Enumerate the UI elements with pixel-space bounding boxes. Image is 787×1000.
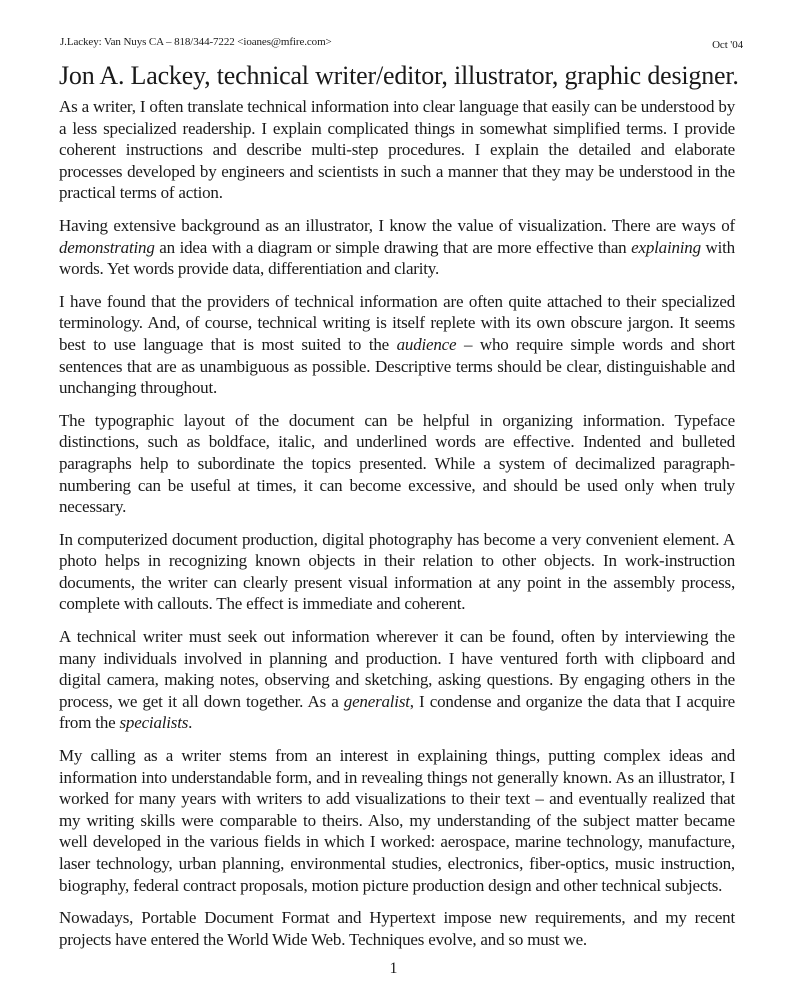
paragraph-text: I have found that the providers of technical information are often quite attached to their specialized terminology. And, of course, technical writing is itself replete with its own obscure jargon. It seems best to use language that is most suited to the: [59, 291, 735, 354]
emphasized-word: generalist: [343, 691, 410, 711]
paragraph-text: A technical writer must seek out information wherever it can be found, often by interviewing the many individuals involved in planning and production. I have ventured forth with clipboard and digital camera, making notes, observing and sketching, asking questions. By engaging others in the process, we get it all down together. As a: [59, 627, 735, 711]
paragraph-text: Having extensive background as an illustrator, I know the value of visualization. There are ways of: [59, 215, 735, 235]
paragraph-text: As a writer, I often translate technical information into clear language that easily can be understood by a less specialized readership. I explain complicated things in somewhat simplified terms. I provide coherent instructions and describe multi-step procedures. I explain the detailed and elaborate processes developed by engineers and scientists in such a manner that they may be understood in the practical terms of action.: [59, 97, 735, 203]
body-paragraph: [59, 291, 735, 399]
paragraph-text: , I condense and organize the data that I acquire from the: [59, 691, 735, 733]
paragraph-text: with words. Yet words provide data, differentiation and clarity.: [59, 237, 735, 279]
body-paragraph: [59, 626, 735, 734]
emphasized-word: specialists: [119, 713, 189, 733]
paragraph-text: The typographic layout of the document can be helpful in organizing information. Typeface distinctions, such as boldface, italic, and underlined words are effective. Indented and bulleted paragraphs help to subordinate the topics presented. While a system of decimalized paragraph-numbering can be useful at times, it can become excessive, and should be used only when truly necessary.: [59, 410, 735, 517]
body-paragraph: [59, 215, 735, 280]
body-paragraph: [59, 529, 735, 615]
emphasized-word: demonstrating: [59, 237, 155, 257]
paragraph-text: .: [188, 713, 193, 733]
paragraph-text: Nowadays, Portable Document Format and Hypertext impose new requirements, and my recent projects have entered the World Wide Web. Techniques evolve, and so must we.: [59, 908, 735, 949]
emphasized-word: audience: [396, 334, 457, 354]
page-title: Jon A. Lackey, technical writer/editor, illustrator, graphic designer.: [59, 61, 739, 90]
body-text: [59, 96, 735, 950]
header-contact: J.Lackey: Van Nuys CA – 818/344-7222 <ioanes@mfire.com>: [60, 36, 332, 48]
paragraph-text: an idea with a diagram or simple drawing that are more effective than: [154, 237, 632, 257]
paragraph-text: – who require simple words and short sentences that are as unambiguous as possible. Descriptive terms should be clear, distinguishable and unchanging throughout.: [59, 334, 735, 398]
paragraph-text: My calling as a writer stems from an interest in explaining things, putting complex ideas and information into understandable form, and in revealing things not generally known. As an illustrator, I worked for many years with writers to add visualizations to their text – and eventually realized that my writing skills were comparable to theirs. Also, my understanding of the subject matter became well developed in the various fields in which I worked: aerospace, marine technology, manufacture, laser technology, urban planning, environmental studies, electronics, fiber-optics, music instruction, biography, federal contract proposals, motion picture production design and other technical subjects.: [59, 746, 735, 895]
body-paragraph: [59, 96, 735, 204]
body-paragraph: [59, 907, 735, 950]
body-paragraph: [59, 745, 735, 896]
body-paragraph: [59, 410, 735, 518]
paragraph-text: In computerized document production, digital photography has become a very convenient element. A photo helps in recognizing known objects in their relation to other objects. In work-instruction documents, the writer can clearly present visual information at any point in the assembly process, complete with callouts. The effect is immediate and coherent.: [59, 529, 735, 614]
header-date: Oct '04: [712, 39, 743, 51]
page-number: 1: [389, 960, 398, 977]
emphasized-word: explaining: [631, 237, 701, 257]
